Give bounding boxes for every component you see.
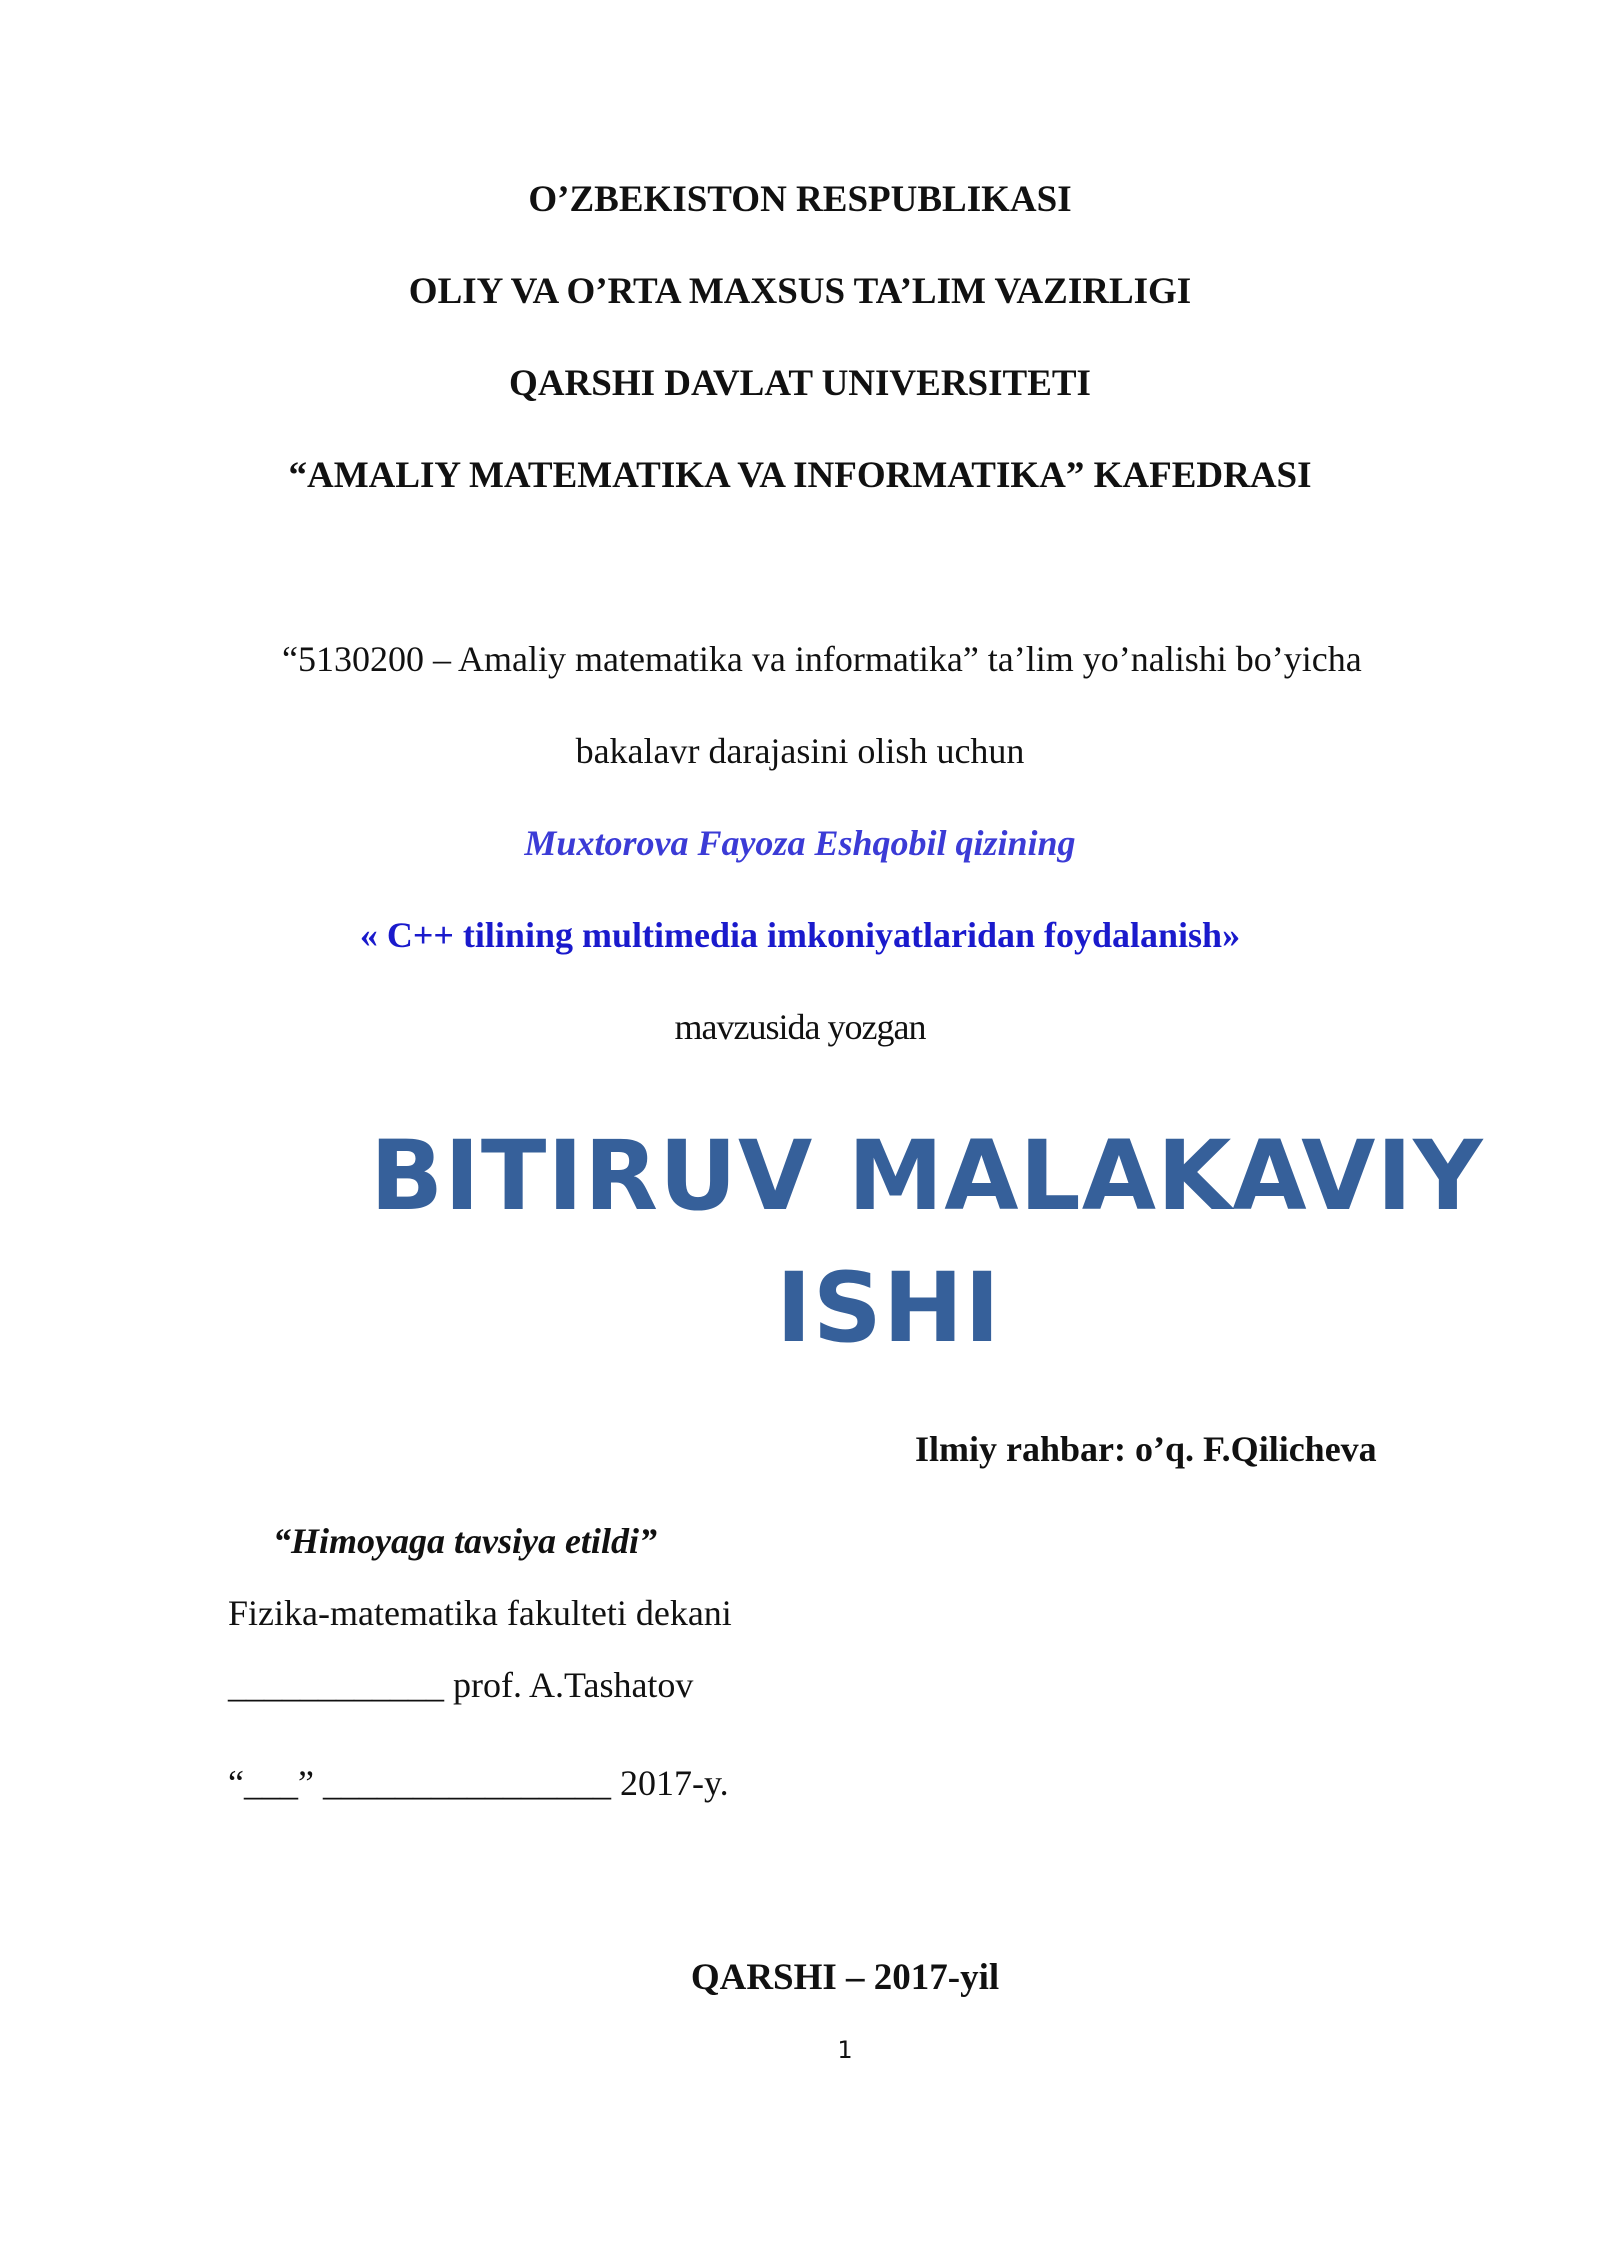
dean-title: Fizika-matematika fakulteti dekani	[228, 1593, 732, 1633]
written-on-topic: mavzusida yozgan	[674, 1007, 926, 1047]
direction-line: “5130200 – Amaliy matematika va informatika” ta’lim yo’nalishi bo’yicha	[282, 639, 1362, 679]
thesis-topic: « C++ tilining multimedia imkoniyatlaridan foydalanish»	[359, 915, 1241, 955]
approval-date-line: “___” ________________ 2017-y.	[228, 1763, 729, 1803]
page-number: 1	[837, 2036, 853, 2064]
header-university: QARSHI DAVLAT UNIVERSITETI	[509, 363, 1091, 404]
recommended-for-defense: “Himoyaga tavsiya etildi”	[273, 1521, 657, 1561]
author-name: Muxtorova Fayoza Eshqobil qizining	[524, 823, 1076, 863]
city-year: QARSHI – 2017-yil	[690, 1957, 1000, 1998]
thesis-title-line2: ISHI	[776, 1252, 1001, 1364]
header-ministry: OLIY VA O’RTA MAXSUS TA’LIM VAZIRLIGI	[408, 271, 1192, 312]
thesis-title-line1: BITIRUV MALAKAVIY	[370, 1120, 1484, 1232]
scientific-advisor: Ilmiy rahbar: o’q. F.Qilicheva	[915, 1429, 1377, 1469]
header-department: “AMALIY MATEMATIKA VA INFORMATIKA” KAFEDRASI	[288, 455, 1312, 496]
header-republic: O’ZBEKISTON RESPUBLIKASI	[528, 179, 1072, 220]
degree-line: bakalavr darajasini olish uchun	[575, 731, 1025, 771]
dean-signature-line: ____________ prof. A.Tashatov	[228, 1665, 694, 1705]
